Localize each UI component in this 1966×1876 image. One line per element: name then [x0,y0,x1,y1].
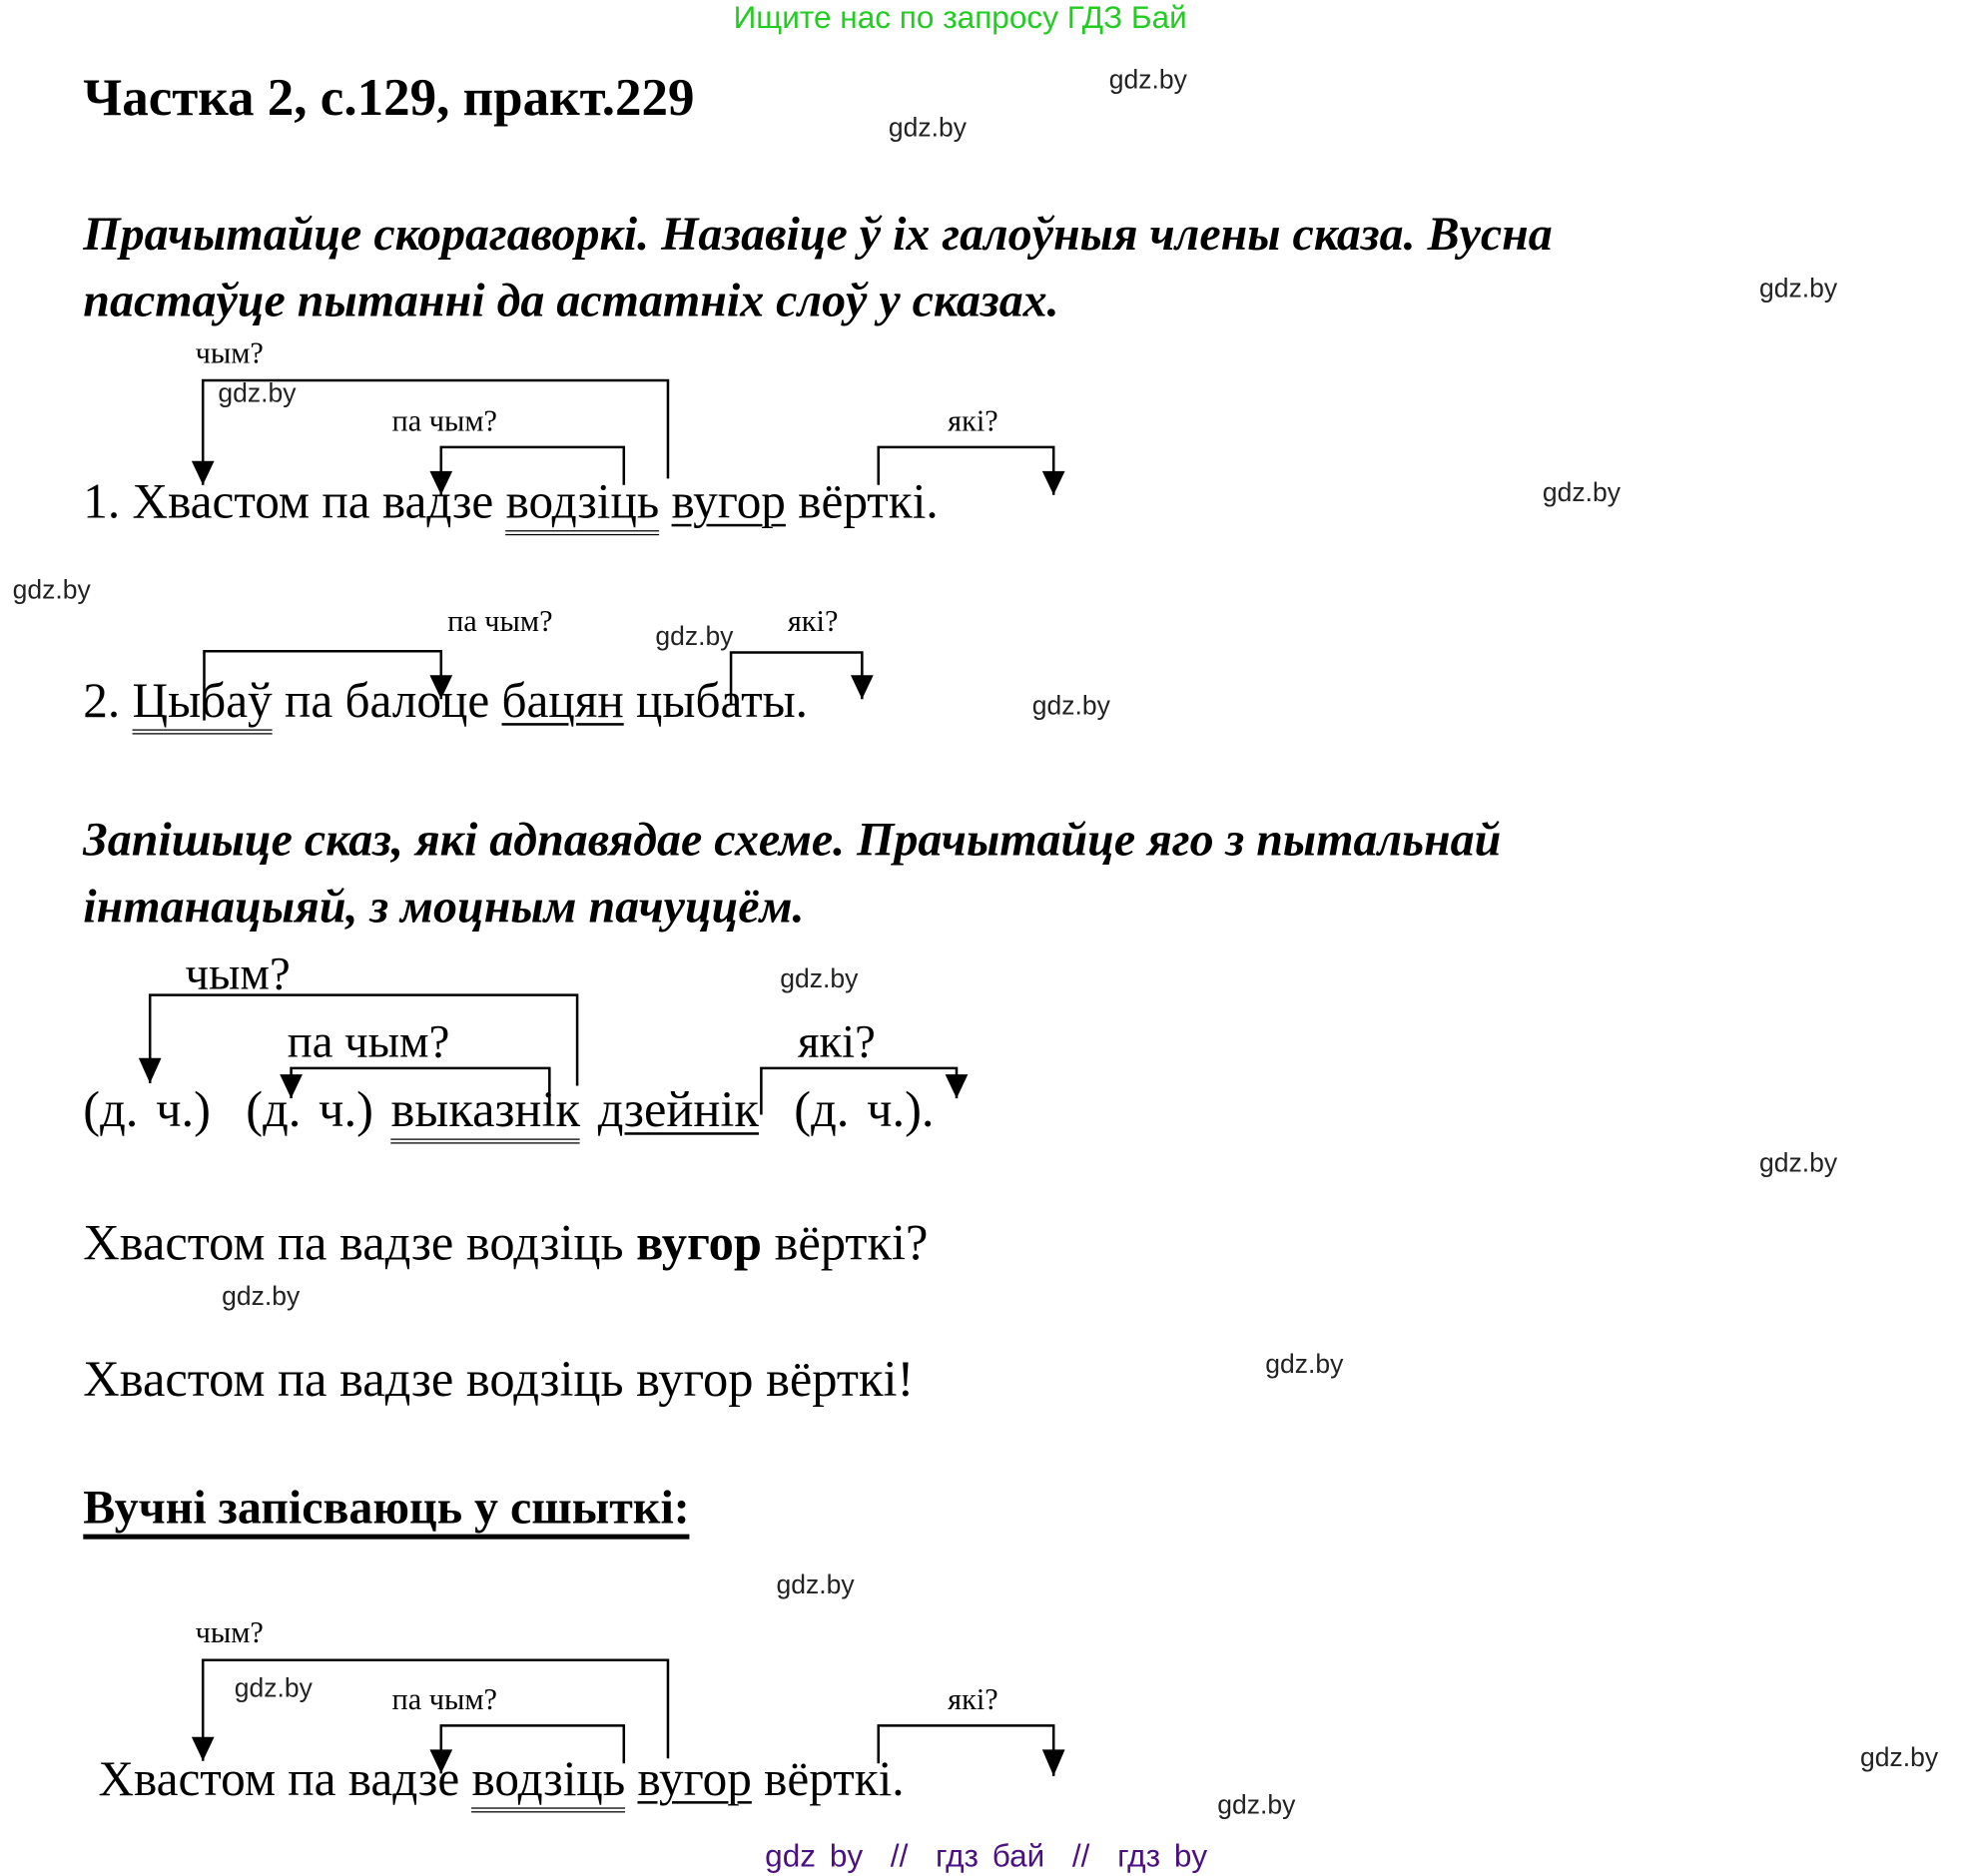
task-instruction-1-line1: Прачытайце скорагаворкі. Назавіце ў іх галоўныя члены сказа. Вусна [83,208,1553,262]
watermark: gdz.by [222,1282,301,1312]
notebook-heading-text: Вучні запісваюць у сшыткі: [83,1482,689,1540]
word-attribute: вёрткі. [798,474,939,529]
task-instruction-1-line2: пастаўце пытанні да астатніх слоў у сказах. [83,275,1059,328]
word-predicate: водзіць [471,1752,625,1813]
sentence-number: 2. [83,673,121,729]
watermark: gdz.by [1860,1743,1939,1773]
question-label: чым? [195,1616,264,1650]
scheme-secondary-member: (д. ч.) [246,1080,373,1138]
scheme-subject: дзейнік [597,1080,759,1138]
word-adverbial: вадзе [347,1751,460,1807]
word-preposition: па [284,673,333,729]
scheme-secondary-member: (д. ч.) [83,1080,211,1138]
watermark: gdz.by [1217,1790,1296,1821]
word-predicate: Цыбаў [133,674,273,735]
question-label: па чым? [391,405,497,439]
watermark: gdz.by [888,113,967,143]
watermark: gdz.by [1265,1350,1344,1380]
watermark: gdz.by [1108,65,1187,95]
word-subject: вугор [637,1751,752,1807]
question-label: які? [797,1016,876,1068]
watermark: gdz.by [655,622,734,652]
question-label: які? [948,405,998,439]
word-adverbial: Хвастом [132,474,311,529]
page-title: Частка 2, с.129, практ.229 [83,69,695,128]
notebook-sentence [98,1751,904,1808]
sentence-part: Хвастом па вадзе водзіць [83,1214,624,1271]
word-preposition: па [322,474,370,529]
word-predicate: водзіць [506,475,660,536]
watermark: gdz.by [776,1570,855,1600]
watermark: gdz.by [1542,478,1622,508]
word-subject: бацян [501,673,624,729]
watermark: gdz.by [1031,691,1110,721]
word-attribute: цыбаты. [636,673,808,729]
watermark: gdz.by [1759,1148,1838,1178]
task-instruction-2-line2: інтанацыяй, з моцным пачуццём. [83,880,805,934]
sentence-part: вёрткі? [774,1214,929,1271]
task-instruction-2-line1: Запішыце сказ, які адпавядае схеме. Прачытайце яго з пытальнай [83,813,1502,867]
sentence-exclamation: Хвастом па вадзе водзіць вугор вёрткі! [83,1350,915,1408]
word-adverbial: балоце [344,673,490,729]
word-adverbial: Хвастом [98,1751,276,1807]
footer-links[interactable]: gdz by // гдз бай // гдз by [765,1838,1208,1875]
question-label: па чым? [287,1016,450,1068]
word-attribute: вёрткі. [764,1751,905,1807]
question-label: які? [948,1683,998,1717]
question-label: які? [787,605,839,639]
word-adverbial: вадзе [381,474,494,529]
emphasized-word: вугор [636,1214,762,1271]
question-label: чым? [185,947,291,1000]
question-label: па чым? [391,1683,497,1717]
sentence-number: 1. [83,474,121,529]
watermark: gdz.by [12,575,91,605]
promo-banner[interactable]: Ищите нас по запросу ГДЗ Бай [733,0,1187,36]
watermark: gdz.by [780,964,859,994]
watermark: gdz.by [218,378,297,408]
question-label: чым? [195,337,264,370]
word-preposition: па [288,1751,336,1807]
question-label: па чым? [447,605,553,639]
watermark: gdz.by [234,1673,313,1703]
scheme-secondary-member: (д. ч.). [794,1080,935,1138]
watermark: gdz.by [1759,275,1838,305]
scheme-predicate: выказнік [391,1080,580,1143]
word-subject: вугор [671,474,786,529]
